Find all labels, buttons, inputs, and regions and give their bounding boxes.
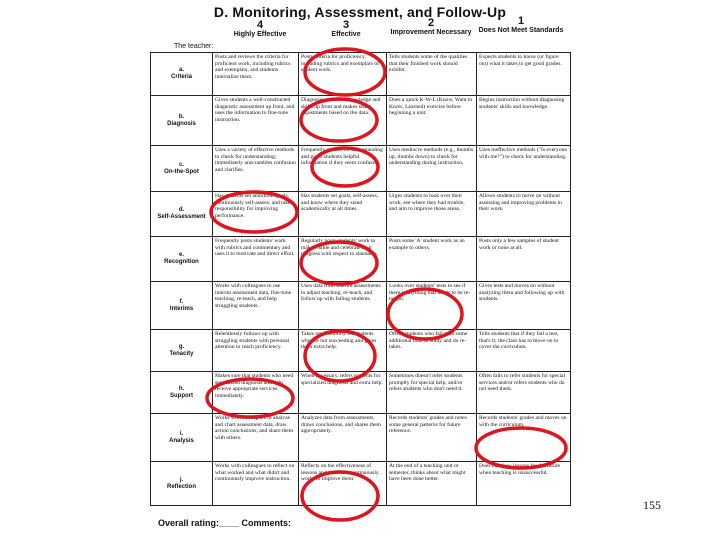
rubric-row [151, 53, 571, 96]
descriptor-cell-c4: Gives students a well-constructed diagnostic assessment up front, and uses the information to fine-tune instruction. [213, 96, 299, 146]
rubric-row [151, 372, 571, 414]
descriptor-cell-c2: Tells students some of the qualities that their finished work should exhibit. [387, 53, 477, 96]
descriptor-cell-c3: Uses data from interim assessments to adjust teaching, re-teach, and follow up with failing students. [299, 282, 387, 330]
descriptor-cell-c1: Uses ineffective methods ("Is everyone with me?") to check for understanding. [477, 146, 571, 192]
column-label: Does Not Meet Standards [478, 27, 564, 34]
descriptor-cell-c2: Uses mediocre methods (e.g., thumbs up, thumbs down) to check for understanding during instruction. [387, 146, 477, 192]
criterion-cell [151, 53, 213, 96]
descriptor-cell-c2: Offers students who fail tests some additional time to study and do re-takes. [387, 330, 477, 372]
rubric-row [151, 192, 571, 237]
descriptor-cell-c2: Posts some 'A' student work as an example to others. [387, 237, 477, 282]
rubric-row [151, 330, 571, 372]
descriptor-cell-c3: Has students set goals, self-assess, and know where they stand academically at all times. [299, 192, 387, 237]
criterion-letter: e. [178, 252, 184, 258]
column-label: Effective [331, 31, 361, 38]
criterion-name: Analysis [169, 437, 194, 444]
criterion-name: Diagnosis [167, 120, 196, 127]
descriptor-cell-c4: Uses a variety of effective methods to check for understanding; immediately unscrambles confusion and clarifies. [213, 146, 299, 192]
column-label: Improvement Necessary [390, 29, 472, 36]
criterion-letter: h. [178, 385, 185, 392]
criterion-name: Criteria [170, 74, 192, 80]
descriptor-cell-c2: At the end of a teaching unit or semester, thinks about what might have been done better. [387, 462, 477, 506]
descriptor-cell-c4: Works with colleagues to use interim assessment data, fine-tune teaching, re-teach, and help struggling students. [213, 282, 299, 330]
column-header-1 [476, 16, 566, 35]
descriptor-cell-c1: Begins instruction without diagnosing students' skills and knowledge. [477, 96, 571, 146]
descriptor-cell-c2: Does a quick K-W-L (Know, Want to Know, Learned) exercise before beginning a unit. [387, 96, 477, 146]
descriptor-cell-c4: Relentlessly follows up with struggling students with personal attention to reach proficiency. [213, 330, 299, 372]
descriptor-cell-c4: Makes sure that students who need specialized diagnosis and help receive appropriate services immediately. [213, 372, 299, 414]
rubric-row [151, 237, 571, 282]
overall-rating: Overall rating:____ Comments: [158, 518, 292, 528]
rubric-page [150, 0, 570, 540]
descriptor-cell-c4: Works with colleagues to analyze and chart assessment data, draw action conclusions, and share them with others. [213, 414, 299, 462]
column-header-2 [388, 18, 474, 37]
criterion-letter: b. [178, 113, 185, 120]
descriptor-cell-c1: Allows students to move on without assessing and improving problems in their work. [477, 192, 571, 237]
descriptor-cell-c1: Records students' grades and moves on with the curriculum. [477, 414, 571, 462]
column-label: Highly Effective [233, 31, 287, 38]
page-number: 155 [643, 498, 661, 512]
descriptor-cell-c3: Diagnoses students' knowledge and skills up front and makes small adjustments based on the data. [299, 96, 387, 146]
teacher-label: The teacher: [174, 43, 214, 50]
criterion-cell [151, 414, 213, 462]
descriptor-cell-c4: Has students set ambitious goals, continuously self-assess, and take responsibility for improving performance. [213, 192, 299, 237]
column-number: 1 [517, 15, 525, 27]
criterion-cell [151, 282, 213, 330]
rubric-row [151, 414, 571, 462]
rubric-table [150, 52, 571, 506]
descriptor-cell-c3: Posts criteria for proficiency, including rubrics and exemplars of student work. [299, 53, 387, 96]
descriptor-cell-c3: Analyzes data from assessments, draws conclusions, and shares them appropriately. [299, 414, 387, 462]
column-number: 2 [427, 17, 435, 29]
criterion-name: Support [170, 392, 193, 399]
descriptor-cell-c2: Looks over students' tests to see if there is anything that needs to be re-taught. [387, 282, 477, 330]
descriptor-cell-c1: Often fails to refer students for special services and/or refers students who do not need them. [477, 372, 571, 414]
descriptor-cell-c1: Gives tests and moves on without analyzing them and following up with students. [477, 282, 571, 330]
descriptor-cell-c2: Records students' grades and notes some general patterns for future reference. [387, 414, 477, 462]
descriptor-cell-c3: Frequently checks for understanding and gives students helpful information if they seem confused. [299, 146, 387, 192]
criterion-name: Reflection [166, 483, 196, 490]
criterion-name: Interims [169, 305, 194, 312]
descriptor-cell-c4: Posts and reviews the criteria for proficient work, including rubrics and exemplars, and students internalize them. [213, 53, 299, 96]
criterion-cell [151, 372, 213, 414]
criterion-letter: f. [179, 298, 184, 305]
criterion-name: Recognition [164, 259, 199, 265]
column-number: 3 [342, 19, 350, 31]
rubric-row [151, 462, 571, 506]
criterion-letter: a. [178, 67, 184, 73]
descriptor-cell-c3: Reflects on the effectiveness of lessons and units and continuously works to improve them. [299, 462, 387, 506]
descriptor-cell-c2: Sometimes doesn't refer students promptly for special help, and/or refers students who don't need it. [387, 372, 477, 414]
column-number: 4 [256, 19, 264, 31]
criterion-name: Self-Assessment [157, 214, 206, 220]
criterion-cell [151, 96, 213, 146]
criterion-letter: j. [179, 476, 184, 483]
descriptor-cell-c3: Regularly posts students' work to make visible and celebrate their progress with respect to standards. [299, 237, 387, 282]
rubric-row [151, 146, 571, 192]
criterion-name: On-the-Spot [164, 168, 199, 175]
rubric-row [151, 96, 571, 146]
page-title: D. Monitoring, Assessment, and Follow-Up [213, 4, 507, 20]
descriptor-cell-c3: When necessary, refers students for specialized diagnosis and extra help. [299, 372, 387, 414]
descriptor-cell-c1: Expects students to know (or figure out) what it takes to get good grades. [477, 53, 571, 96]
descriptor-cell-c2: Urges students to look over their work, see where they had trouble, and aim to improve those areas. [387, 192, 477, 237]
criterion-letter: c. [178, 161, 184, 168]
criterion-cell [151, 462, 213, 506]
rubric-row [151, 282, 571, 330]
column-header-4 [214, 20, 306, 39]
descriptor-cell-c1: Tells students that if they fail a test, that's it; the class has to move on to cover the curriculum. [477, 330, 571, 372]
descriptor-cell-c4: Works with colleagues to reflect on what worked and what didn't and continuously improve instruction. [213, 462, 299, 506]
criterion-letter: i. [179, 430, 184, 437]
criterion-letter: d. [178, 207, 185, 213]
criterion-name: Tenacity [169, 350, 194, 357]
criterion-cell [151, 192, 213, 237]
column-header-3 [306, 20, 386, 39]
descriptor-cell-c1: Posts only a few samples of student work or none at all. [477, 237, 571, 282]
criterion-cell [151, 237, 213, 282]
descriptor-cell-c1: Does not draw lessons for the future when teaching is unsuccessful. [477, 462, 571, 506]
descriptor-cell-c4: Frequently posts students' work with rubrics and commentary and uses it to motivate and direct effort. [213, 237, 299, 282]
descriptor-cell-c3: Takes responsibility for students who are not succeeding and gives them extra help. [299, 330, 387, 372]
criterion-cell [151, 330, 213, 372]
criterion-letter: g. [178, 343, 185, 350]
criterion-cell [151, 146, 213, 192]
